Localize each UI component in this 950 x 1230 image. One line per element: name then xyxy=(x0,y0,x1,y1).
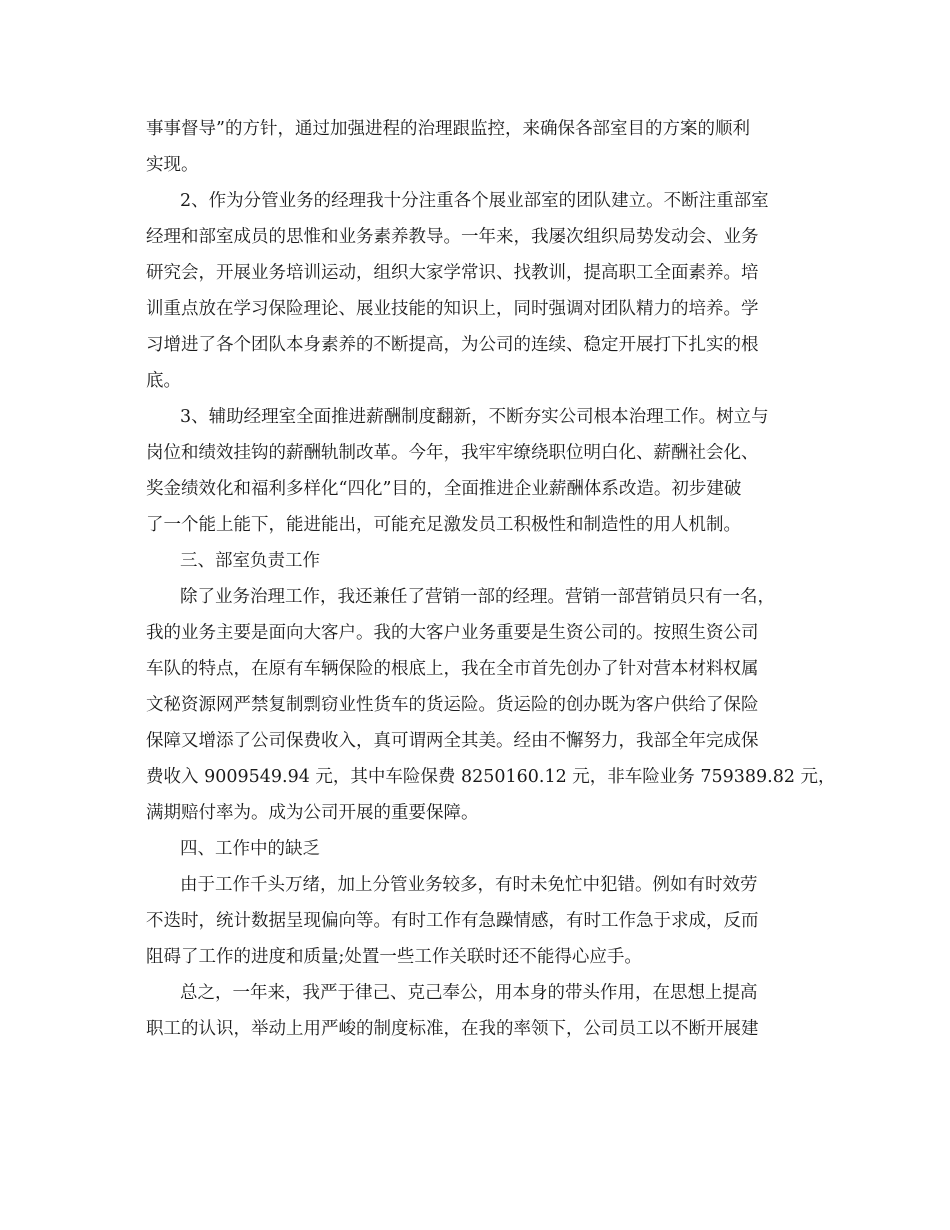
text-line: 习增进了各个团队本身素养的不断提高，为公司的连续、稳定开展打下扎实的根 xyxy=(146,335,759,355)
text-line: 3、辅助经理室全面推进薪酬制度翻新，不断夯实公司根本治理工作。树立与 xyxy=(180,407,769,427)
text-line: 训重点放在学习保险理论、展业技能的知识上，同时强调对团队精力的培养。学 xyxy=(146,299,759,319)
section-heading: 四、工作中的缺乏 xyxy=(180,839,320,859)
text-line: 2、作为分管业务的经理我十分注重各个展业部室的团队建立。不断注重部室 xyxy=(180,191,769,211)
text-line: 总之，一年来，我严于律己、克己奉公，用本身的带头作用，在思想上提高 xyxy=(180,983,758,1003)
text-line: 我的业务主要是面向大客户。我的大客户业务重要是生资公司的。按照生资公司 xyxy=(146,623,759,643)
text-line: 车队的特点，在原有车辆保险的根底上，我在全市首先创办了针对营本材料权属 xyxy=(146,659,759,679)
text-line: 了一个能上能下，能进能出，可能充足激发员工积极性和制造性的用人机制。 xyxy=(146,515,741,535)
text-line: 除了业务治理工作，我还兼任了营销一部的经理。营销一部营销员只有一名， xyxy=(180,587,775,607)
text-line: 底。 xyxy=(146,371,181,391)
text-line: 不迭时，统计数据呈现偏向等。有时工作有急躁情感，有时工作急于求成，反而 xyxy=(146,911,759,931)
text-line: 阻碍了工作的进度和质量;处置一些工作关联时还不能得心应手。 xyxy=(146,947,642,967)
text-line: 满期赔付率为。成为公司开展的重要保障。 xyxy=(146,803,479,823)
text-line: 文秘资源网严禁复制剽窃业性货车的货运险。货运险的创办既为客户供给了保险 xyxy=(146,695,759,715)
text-line: 保障又增添了公司保费收入，真可谓两全其美。经由不懈努力，我部全年完成保 xyxy=(146,731,759,751)
text-line: 经理和部室成员的思惟和业务素养教导。一年来，我屡次组织局势发动会、业务 xyxy=(146,227,759,247)
text-line: 实现。 xyxy=(146,155,199,175)
section-heading: 三、部室负责工作 xyxy=(180,551,320,571)
text-line: 研究会，开展业务培训运动，组织大家学常识、找教训，提高职工全面素养。培 xyxy=(146,263,759,283)
text-line: 费收入 9009549.94 元，其中车险保费 8250160.12 元，非车险业务 759389.82 元， xyxy=(146,767,836,787)
text-line: 职工的认识，举动上用严峻的制度标准，在我的率领下，公司员工以不断开展建 xyxy=(146,1019,759,1039)
text-line: 事事督导”的方针，通过加强进程的治理跟监控，来确保各部室目的方案的顺利 xyxy=(146,119,750,139)
text-line: 由于工作千头万绪，加上分管业务较多，有时未免忙中犯错。例如有时效劳 xyxy=(180,875,758,895)
text-line: 岗位和绩效挂钩的薪酬轨制改革。今年，我牢牢缭绕职位明白化、薪酬社会化、 xyxy=(146,443,759,463)
text-line: 奖金绩效化和福利多样化“四化”目的，全面推进企业薪酬体系改造。初步建破 xyxy=(146,479,742,499)
